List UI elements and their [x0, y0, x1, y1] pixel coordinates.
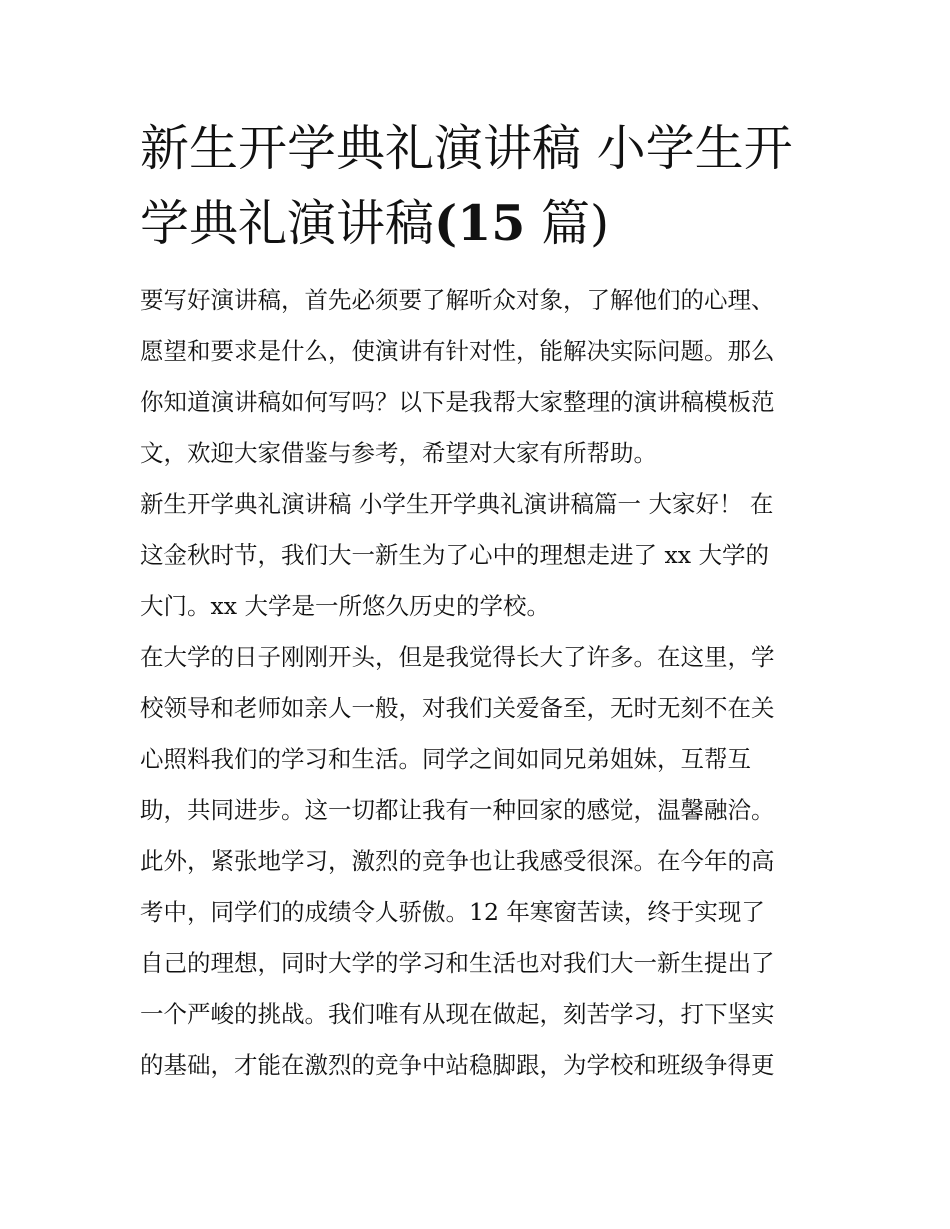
title-line-2 — [140, 186, 820, 261]
text-line: 新生开学典礼演讲稿 小学生开学典礼演讲稿篇一 大家好！ 在 — [140, 490, 774, 518]
text-line: 你知道演讲稿如何写吗？以下是我帮大家整理的演讲稿模板范 — [140, 388, 775, 416]
document-body — [140, 275, 815, 1091]
title-line-1: 新生开学典礼演讲稿 小学生开 — [140, 120, 793, 177]
document-title — [140, 112, 820, 261]
text-line: 校领导和老师如亲人一般，对我们关爱备至，无时无刻不在关 — [140, 694, 775, 722]
title-count: (15 — [434, 194, 526, 252]
text-line: 一个严峻的挑战。我们唯有从现在做起，刻苦学习，打下坚实 — [140, 1000, 775, 1028]
text-line: 的基础，才能在激烈的竞争中站稳脚跟，为学校和班级争得更 — [140, 1051, 775, 1079]
text-line: 这金秋时节，我们大一新生为了心中的理想走进了 xx 大学的 — [140, 541, 769, 569]
text-line: 考中，同学们的成绩令人骄傲。12 年寒窗苦读，终于实现了 — [140, 898, 765, 926]
title-line-2-text: 学典礼演讲稿 — [140, 195, 435, 252]
title-line-2-end: 篇) — [525, 195, 610, 252]
text-line: 愿望和要求是什么，使演讲有针对性，能解决实际问题。那么 — [140, 337, 775, 365]
paragraph-speech-opening — [140, 479, 815, 632]
text-line: 自己的理想，同时大学的学习和生活也对我们大一新生提出了 — [140, 949, 775, 977]
paragraph-intro — [140, 275, 815, 479]
text-line: 助，共同进步。这一切都让我有一种回家的感觉，温馨融洽。 — [140, 796, 775, 824]
text-line: 心照料我们的学习和生活。同学之间如同兄弟姐妹，互帮互 — [140, 745, 751, 773]
text-line: 文，欢迎大家借鉴与参考，希望对大家有所帮助。 — [140, 439, 657, 467]
text-line: 要写好演讲稿，首先必须要了解听众对象，了解他们的心理、 — [140, 286, 775, 314]
text-line: 大门。xx 大学是一所悠久历史的学校。 — [140, 592, 550, 620]
paragraph-university-life — [140, 632, 815, 1091]
text-line: 此外，紧张地学习，激烈的竞争也让我感受很深。在今年的高 — [140, 847, 775, 875]
text-line: 在大学的日子刚刚开头，但是我觉得长大了许多。在这里，学 — [140, 643, 775, 671]
